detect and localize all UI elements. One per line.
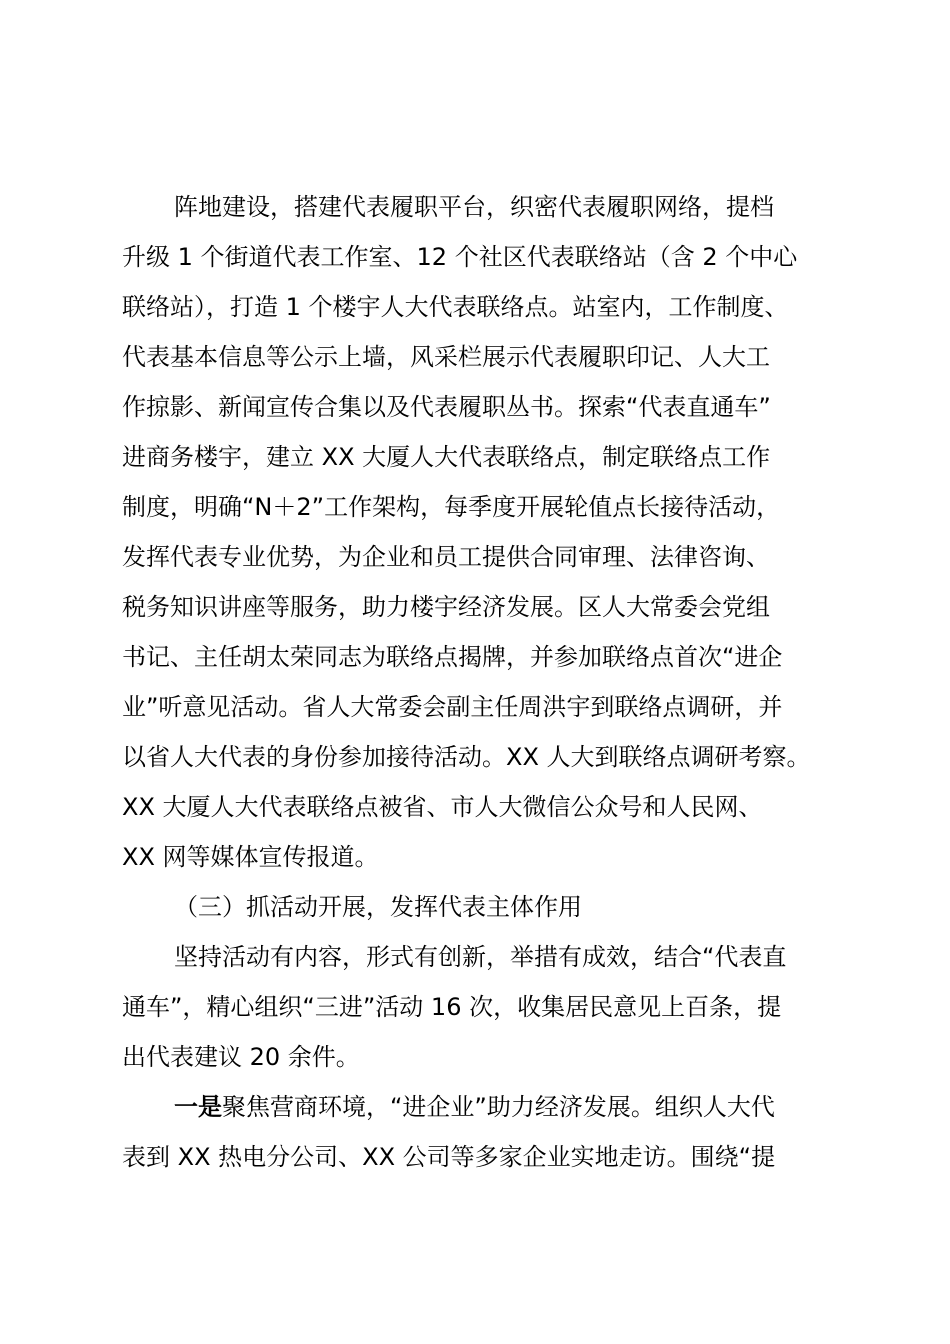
- paragraph-line: 以省人大代表的身份参加接待活动。XX 人大到联络点调研考察。: [122, 743, 811, 771]
- paragraph-line: 升级 1 个街道代表工作室、12 个社区代表联络站（含 2 个中心: [122, 243, 798, 271]
- paragraph-line: 阵地建设，搭建代表履职平台，织密代表履职网络，提档: [174, 193, 774, 221]
- paragraph-line: 表到 XX 热电分公司、XX 公司等多家企业实地走访。围绕“提: [122, 1143, 776, 1171]
- paragraph-line: 通车”，精心组织“三进”活动 16 次，收集居民意见上百条，提: [122, 993, 782, 1021]
- paragraph-line: 代表基本信息等公示上墙，风采栏展示代表履职印记、人大工: [122, 343, 770, 371]
- paragraph-line: XX 大厦人大代表联络点被省、市人大微信公众号和人民网、: [122, 793, 763, 821]
- section-heading: （三）抓活动开展，发挥代表主体作用: [174, 893, 582, 921]
- paragraph-line: 联络站），打造 1 个楼宇人大代表联络点。站室内，工作制度、: [122, 293, 789, 321]
- paragraph-line: XX 网等媒体宣传报道。: [122, 843, 379, 871]
- paragraph-line: 税务知识讲座等服务，助力楼宇经济发展。区人大常委会党组: [122, 593, 770, 621]
- paragraph-line: 进商务楼宇，建立 XX 大厦人大代表联络点，制定联络点工作: [122, 443, 771, 471]
- paragraph-line: 出代表建议 20 余件。: [122, 1043, 360, 1071]
- paragraph-line-with-lead: [174, 1091, 775, 1123]
- paragraph-line: 作掠影、新闻宣传合集以及代表履职丛书。探索“代表直通车”: [122, 393, 771, 421]
- paragraph-line: 业”听意见活动。省人大常委会副主任周洪宇到联络点调研，并: [122, 693, 783, 721]
- paragraph-line: 发挥代表专业优势，为企业和员工提供合同审理、法律咨询、: [122, 543, 770, 571]
- paragraph-line: 书记、主任胡太荣同志为联络点揭牌，并参加联络点首次“进企: [122, 643, 783, 671]
- paragraph-line: 坚持活动有内容，形式有创新，举措有成效，结合“代表直: [174, 943, 787, 971]
- paragraph-line-text: 聚焦营商环境，“进企业”助力经济发展。组织人大代: [222, 1093, 775, 1121]
- bold-lead: 一是: [174, 1093, 222, 1121]
- paragraph-line: 制度，明确“N＋2”工作架构，每季度开展轮值点长接待活动，: [122, 493, 781, 521]
